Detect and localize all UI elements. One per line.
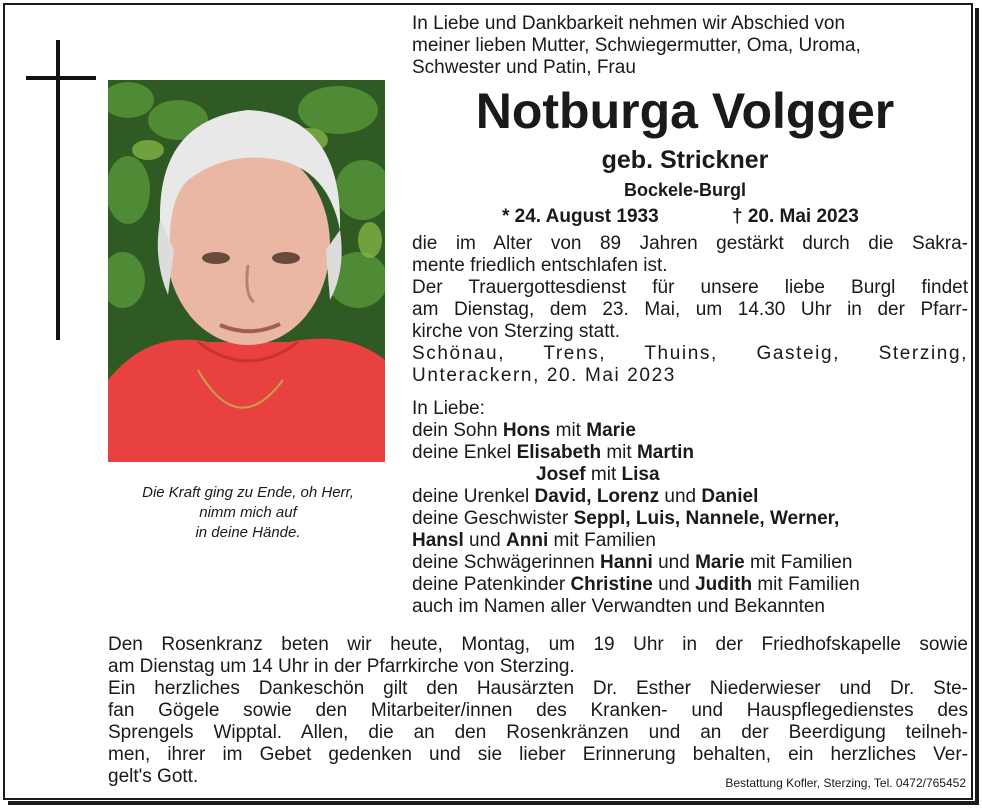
relative-name: Josef bbox=[536, 464, 586, 485]
closing-line: Ein herzliches Dankeschön gilt den Hausärzten Dr. Esther Niederwieser und Dr. Ste- bbox=[108, 678, 968, 699]
family-heading: In Liebe: bbox=[412, 398, 485, 419]
intro-line: Schwester und Patin, Frau bbox=[412, 57, 636, 78]
closing-line: Den Rosenkranz beten wir heute, Montag, um 19 Uhr in der Friedhofskapelle sowie bbox=[108, 634, 968, 655]
announcement-body bbox=[412, 233, 968, 387]
family-siblings-cont bbox=[412, 530, 968, 552]
relation-text: mit bbox=[601, 442, 637, 463]
cross-icon-vertical bbox=[56, 40, 60, 340]
closing-line: fan Gögele sowie den Mitarbeiter/innen des Kranken- und Hauspflegedienstes des bbox=[108, 700, 968, 721]
relation-text: und bbox=[659, 486, 702, 507]
relative-name: Anni bbox=[506, 530, 549, 551]
closing-line: am Dienstag um 14 Uhr in der Pfarrkirche von Sterzing. bbox=[108, 656, 575, 677]
body-line: Der Trauergottesdienst für unsere liebe Burgl findet bbox=[412, 277, 968, 298]
birth-date: * 24. August 1933 bbox=[502, 206, 659, 227]
intro-line: In Liebe und Dankbarkeit nehmen wir Abschied von bbox=[412, 13, 846, 34]
body-line: die im Alter von 89 Jahren gestärkt durch die Sakra- bbox=[412, 233, 968, 254]
family-great-grandchildren bbox=[412, 486, 968, 508]
body-line: am Dienstag, dem 23. Mai, um 14.30 Uhr in der Pfarr- bbox=[412, 299, 968, 320]
family-son bbox=[412, 420, 968, 442]
closing-line: Sprengels Wipptal. Allen, die an den Rosenkränzen und an der Beerdigung teilneh- bbox=[108, 722, 968, 743]
birth-name: geb. Strickner bbox=[601, 146, 769, 174]
family-list bbox=[412, 398, 968, 618]
funeral-home-footer: Bestattung Kofler, Sterzing, Tel. 0472/765452 bbox=[725, 776, 966, 790]
intro-line: meiner lieben Mutter, Schwiegermutter, Oma, Uroma, bbox=[412, 35, 861, 56]
closing-line: men, ihrer im Gebet gedenken und sie lieber Erinnerung behalten, ein herzliches Ver- bbox=[108, 744, 968, 765]
intro-text bbox=[412, 13, 968, 79]
relation-text: und bbox=[652, 574, 696, 595]
body-line: Schönau, Trens, Thuins, Gasteig, Sterzing, bbox=[412, 343, 968, 364]
relative-name: Elisabeth bbox=[516, 442, 602, 463]
quote-line: in deine Hände. bbox=[195, 524, 301, 541]
family-grandchildren bbox=[412, 442, 968, 464]
family-relatives: auch im Namen aller Verwandten und Bekannten bbox=[412, 596, 825, 617]
portrait-photo bbox=[108, 80, 385, 462]
deceased-name: Notburga Volgger bbox=[475, 83, 895, 139]
portrait-image bbox=[108, 80, 385, 462]
relative-name: Lisa bbox=[621, 464, 660, 485]
closing-text bbox=[108, 634, 968, 788]
relation-text: deine Patenkinder bbox=[412, 574, 571, 595]
death-date: † 20. Mai 2023 bbox=[732, 206, 859, 227]
family-grandchildren-cont bbox=[412, 464, 968, 486]
relative-name: Marie bbox=[586, 420, 636, 441]
relation-text: dein Sohn bbox=[412, 420, 503, 441]
relative-name: Hanni bbox=[600, 552, 653, 573]
relative-name: Daniel bbox=[701, 486, 759, 507]
relation-text: deine Enkel bbox=[412, 442, 517, 463]
relative-name: Seppl, Luis, Nannele, Werner, bbox=[573, 508, 840, 529]
relative-name: David, Lorenz bbox=[534, 486, 660, 507]
relative-name: Christine bbox=[570, 574, 653, 595]
relative-name: Hons bbox=[502, 420, 551, 441]
quote-line: nimm mich auf bbox=[199, 504, 297, 521]
relation-text: deine Schwägerinnen bbox=[412, 552, 601, 573]
family-sisters-in-law bbox=[412, 552, 968, 574]
body-line: mente friedlich entschlafen ist. bbox=[412, 255, 668, 276]
body-line: Unterackern, 20. Mai 2023 bbox=[412, 365, 676, 386]
quote bbox=[100, 483, 396, 543]
relation-text: mit bbox=[550, 420, 587, 441]
relation-text: mit bbox=[585, 464, 622, 485]
family-siblings bbox=[412, 508, 968, 530]
relation-text: und bbox=[463, 530, 507, 551]
relative-name: Judith bbox=[695, 574, 753, 595]
closing-line: gelt's Gott. bbox=[108, 766, 199, 787]
relation-text: mit Familien bbox=[548, 530, 656, 551]
relation-text: mit Familien bbox=[752, 574, 860, 595]
relation-text: mit Familien bbox=[744, 552, 853, 573]
body-line: kirche von Sterzing statt. bbox=[412, 321, 621, 342]
relative-name: Hansl bbox=[412, 530, 464, 551]
relation-text: und bbox=[652, 552, 696, 573]
family-godchildren bbox=[412, 574, 968, 596]
nickname: Bockele-Burgl bbox=[623, 180, 747, 200]
quote-line: Die Kraft ging zu Ende, oh Herr, bbox=[142, 484, 354, 501]
cross-icon-horizontal bbox=[26, 76, 96, 80]
relation-text: deine Geschwister bbox=[412, 508, 574, 529]
relative-name: Martin bbox=[636, 442, 694, 463]
relation-text: deine Urenkel bbox=[412, 486, 535, 507]
relative-name: Marie bbox=[695, 552, 745, 573]
